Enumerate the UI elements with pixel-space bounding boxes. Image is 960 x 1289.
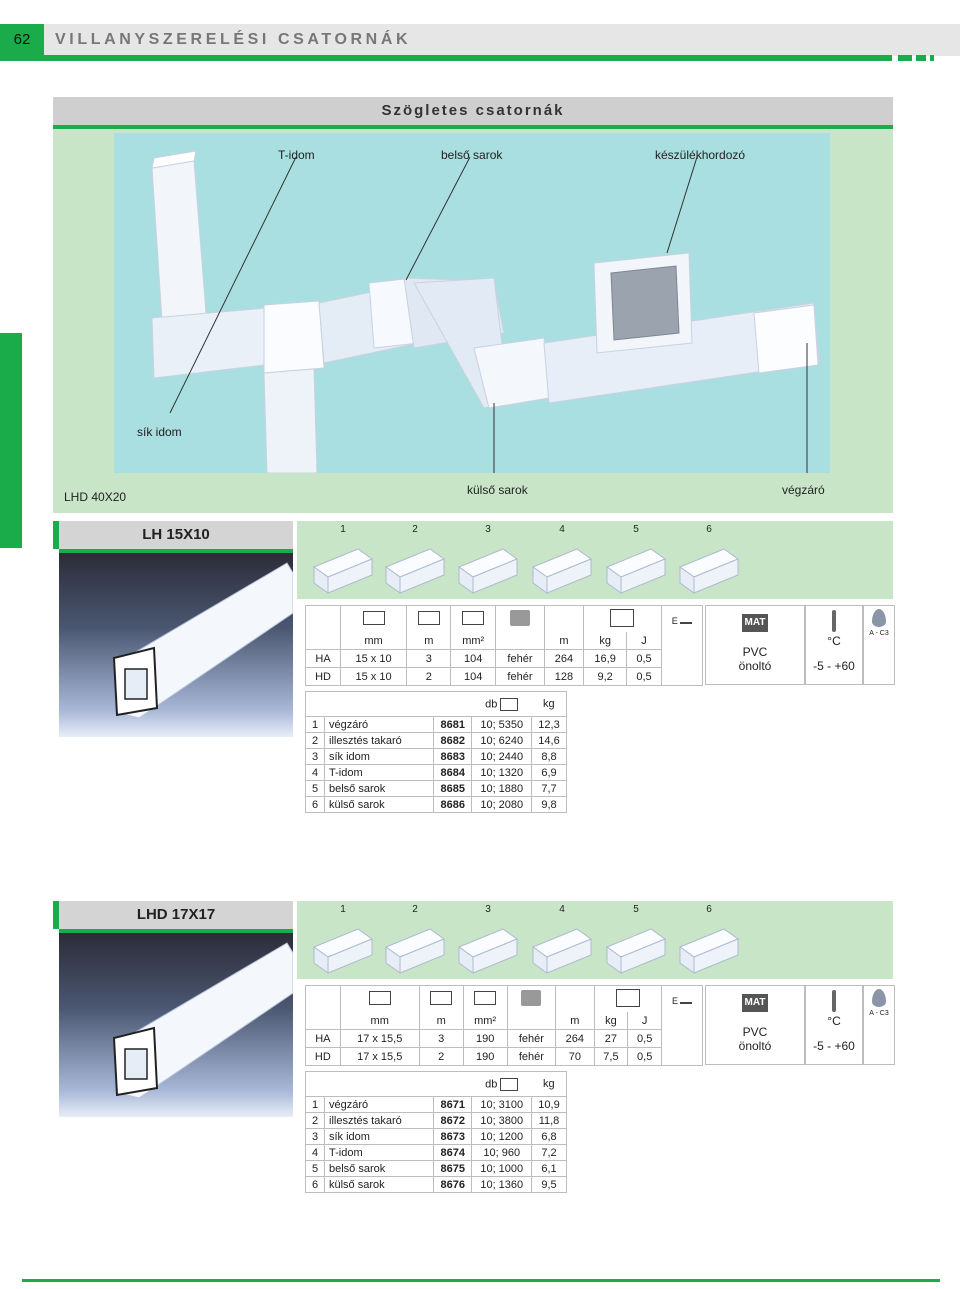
parts-table: [305, 1071, 567, 1193]
fire-class-box: [863, 605, 895, 685]
part-row: 3 sík idom 8683 10; 2440 8,8: [306, 749, 567, 765]
spec-icon-cell: [583, 606, 661, 633]
material-sub: önoltó: [738, 1039, 772, 1053]
energy-icon: E: [671, 615, 678, 626]
accessory-icon: [527, 919, 597, 975]
header-square: [898, 55, 912, 61]
unit-mm2: mm²: [451, 632, 495, 650]
label-kulso-sarok: külső sarok: [467, 483, 528, 497]
part-row: 6 külső sarok 8686 10; 2080 9,8: [306, 797, 567, 813]
paint-can-icon: [510, 610, 530, 626]
unit-kg: kg: [594, 1012, 628, 1030]
mat-icon: MAT: [742, 994, 768, 1012]
thermometer-icon: [832, 990, 836, 1012]
temperature-box: [805, 605, 863, 685]
material-sub: önoltó: [738, 659, 772, 673]
part-row: 1 végzáró 8671 10; 3100 10,9: [306, 1097, 567, 1113]
header-rule: [0, 55, 892, 61]
unit-kg: kg: [583, 632, 627, 650]
temp-unit: °C: [827, 1014, 841, 1028]
spec-icon-cell: [463, 986, 507, 1013]
hero-photo: [114, 133, 830, 473]
spec-icon-cell: [507, 986, 556, 1013]
cross-section-icon: [474, 991, 496, 1005]
accessory-number: 1: [340, 524, 346, 535]
fire-class-box: [863, 985, 895, 1065]
unit-pack-m: m: [556, 1012, 594, 1030]
unit-pack-m: m: [545, 632, 584, 650]
label-vegzaro: végzáró: [782, 483, 825, 497]
accessory-number: 4: [559, 524, 565, 535]
part-row: 4 T-idom 8674 10; 960 7,2: [306, 1145, 567, 1161]
parts-head-kg: kg: [532, 692, 567, 717]
page-number: 62: [0, 24, 44, 56]
spec-icon-cell: [451, 606, 495, 633]
mat-icon: MAT: [742, 614, 768, 632]
box-icon: [500, 1078, 518, 1091]
spec-icon-cell: [661, 606, 702, 633]
parts-head-db: db: [472, 692, 532, 717]
spec-icon-cell: [306, 606, 341, 633]
accessory-number: 6: [706, 524, 712, 535]
unit-m: m: [407, 632, 451, 650]
spec-icon-cell: [407, 606, 451, 633]
hero-rule: [53, 125, 893, 129]
unit-m: m: [419, 1012, 463, 1030]
part-row: 5 belső sarok 8675 10; 1000 6,1: [306, 1161, 567, 1177]
product-photo: [59, 553, 293, 737]
part-row: 3 sík idom 8673 10; 1200 6,8: [306, 1129, 567, 1145]
parts-head-db: db: [472, 1072, 532, 1097]
spec-row: HA 17 x 15,5 3 190 fehér 264 27 0,5: [306, 1030, 703, 1048]
accessory-number: 5: [633, 524, 639, 535]
box-icon: [500, 698, 518, 711]
label-lhd: LHD 40X20: [64, 490, 127, 504]
section-title: LH 15X10: [59, 521, 293, 549]
spec-icon-cell: [495, 606, 544, 633]
accessory-icon: [308, 919, 378, 975]
unit-mm2: mm²: [463, 1012, 507, 1030]
spec-table: [305, 985, 703, 1066]
thermometer-icon: [832, 610, 836, 632]
accessory-icon: [453, 539, 523, 595]
channel-illustration: [59, 553, 293, 737]
temp-unit: °C: [827, 634, 841, 648]
accessory-icon: [674, 919, 744, 975]
part-row: 2 illesztés takaró 8682 10; 6240 14,6: [306, 733, 567, 749]
label-t-idom: T-idom: [278, 148, 315, 162]
length-icon: [430, 991, 452, 1005]
accessory-icon: [453, 919, 523, 975]
hero-title: Szögletes csatornák: [53, 97, 893, 125]
spec-row: HD 15 x 10 2 104 fehér 128 9,2 0,5: [306, 668, 703, 686]
accessory-icon: [601, 539, 671, 595]
label-sik-idom: sík idom: [137, 425, 182, 439]
part-row: 6 külső sarok 8676 10; 1360 9,5: [306, 1177, 567, 1193]
box-icon: [610, 609, 634, 627]
spec-icon-cell: [340, 986, 419, 1013]
label-belso-sarok: belső sarok: [441, 148, 503, 162]
part-row: 5 belső sarok 8685 10; 1880 7,7: [306, 781, 567, 797]
accessory-icon: [601, 919, 671, 975]
material-name: PVC: [742, 645, 768, 659]
spec-icon-cell: [419, 986, 463, 1013]
side-tab: [0, 333, 22, 548]
fire-class: A - C3: [869, 630, 889, 637]
spec-icon-cell: [306, 986, 341, 1013]
unit-mm: mm: [340, 1012, 419, 1030]
fire-class: A - C3: [869, 1010, 889, 1017]
label-keszulekhordozo: készülékhordozó: [655, 148, 746, 162]
temperature-box: [805, 985, 863, 1065]
paint-can-icon: [521, 990, 541, 1006]
dimension-icon: [369, 991, 391, 1005]
header-square: [916, 55, 926, 61]
accessory-number: 4: [559, 904, 565, 915]
flame-icon: [872, 989, 886, 1007]
material-name: PVC: [742, 1025, 768, 1039]
unit-j: J: [627, 632, 661, 650]
accessory-number: 6: [706, 904, 712, 915]
header-square: [930, 55, 934, 61]
parts-table: [305, 691, 567, 813]
spec-icon-cell: [341, 606, 407, 633]
footer-rule: [22, 1279, 940, 1282]
spec-row: HD 17 x 15,5 2 190 fehér 70 7,5 0,5: [306, 1048, 703, 1066]
accessory-number: 2: [412, 524, 418, 535]
accessory-number: 5: [633, 904, 639, 915]
unit-j: J: [628, 1012, 662, 1030]
page-title: VILLANYSZERELÉSI CSATORNÁK: [55, 31, 412, 48]
spec-row: HA 15 x 10 3 104 fehér 264 16,9 0,5: [306, 650, 703, 668]
energy-icon: E: [672, 995, 679, 1006]
trunking-illustration: [114, 133, 830, 473]
spec-icon-cell: [594, 986, 662, 1013]
parts-head-kg: kg: [532, 1072, 567, 1097]
accessory-icon: [308, 539, 378, 595]
material-box: [705, 985, 805, 1065]
accessory-number: 3: [485, 904, 491, 915]
section-title: LHD 17X17: [59, 901, 293, 929]
channel-illustration: [59, 933, 293, 1117]
cross-section-icon: [462, 611, 484, 625]
box-icon: [616, 989, 640, 1007]
accessory-icon: [527, 539, 597, 595]
part-row: 4 T-idom 8684 10; 1320 6,9: [306, 765, 567, 781]
spec-icon-cell: [662, 986, 703, 1013]
accessory-number: 2: [412, 904, 418, 915]
spec-icon-cell: [545, 606, 584, 633]
temp-range: -5 - +60: [813, 659, 855, 673]
product-photo: [59, 933, 293, 1117]
dimension-icon: [363, 611, 385, 625]
part-row: 1 végzáró 8681 10; 5350 12,3: [306, 717, 567, 733]
accessory-icon: [380, 919, 450, 975]
temp-range: -5 - +60: [813, 1039, 855, 1053]
flame-icon: [872, 609, 886, 627]
unit-mm: mm: [341, 632, 407, 650]
length-icon: [418, 611, 440, 625]
part-row: 2 illesztés takaró 8672 10; 3800 11,8: [306, 1113, 567, 1129]
accessory-number: 1: [340, 904, 346, 915]
material-box: [705, 605, 805, 685]
accessory-icon: [674, 539, 744, 595]
spec-table: [305, 605, 703, 686]
accessory-number: 3: [485, 524, 491, 535]
accessory-icon: [380, 539, 450, 595]
spec-icon-cell: [556, 986, 594, 1013]
